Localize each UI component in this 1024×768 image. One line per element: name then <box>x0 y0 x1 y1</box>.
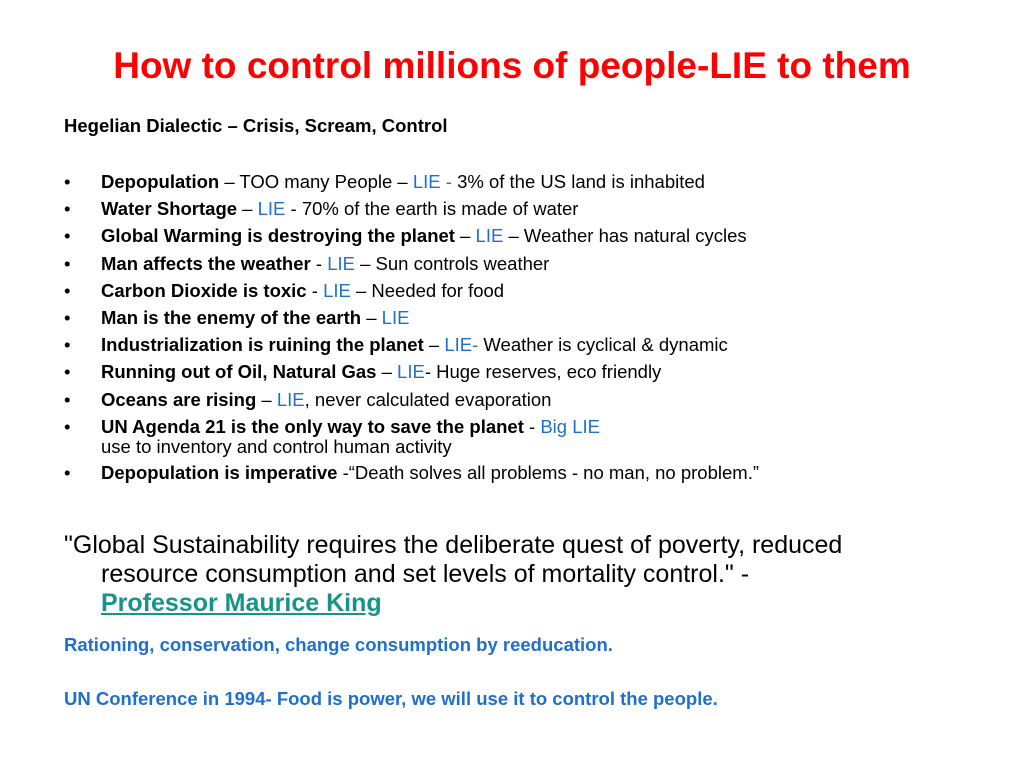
slide-title: How to control millions of people-LIE to them <box>113 45 911 86</box>
bullet-separator: – <box>454 225 476 247</box>
bullet-marker: • <box>64 252 71 274</box>
bullet-separator: – <box>237 198 258 220</box>
quote-line-2: resource consumption and set levels of mortality control." - <box>101 560 750 588</box>
bullet-separator: – <box>256 388 277 410</box>
bullet-marker: • <box>64 361 71 383</box>
lie-label: LIE <box>257 198 286 220</box>
list-item <box>64 386 984 413</box>
bullet-lead: Carbon Dioxide is toxic <box>101 279 307 301</box>
bullet-separator: - <box>306 279 324 301</box>
lie-label: LIE <box>327 252 355 274</box>
list-item <box>64 331 984 358</box>
lie-label: LIE <box>381 307 410 329</box>
lie-label: Big LIE <box>540 415 600 437</box>
list-item <box>64 358 984 385</box>
bullet-rest: , never calculated evaporation <box>304 388 552 410</box>
bullet-separator: – <box>376 361 398 383</box>
bullet-list <box>64 168 984 486</box>
quote-block <box>64 531 984 618</box>
bullet-marker: • <box>64 388 71 410</box>
bullet-separator: – <box>423 334 445 356</box>
bullet-marker: • <box>64 171 71 192</box>
list-item <box>64 277 984 304</box>
bullet-separator: – TOO many People – <box>219 171 413 192</box>
bullet-lead: Depopulation is imperative <box>101 462 338 484</box>
lie-label: LIE- <box>444 334 479 356</box>
bullet-rest: – Sun controls weather <box>354 252 550 274</box>
bullet-marker: • <box>64 307 71 329</box>
list-item <box>64 250 984 277</box>
bullet-rest: - Huge reserves, eco friendly <box>424 361 662 383</box>
bullet-rest: – Needed for food <box>350 279 505 301</box>
list-item <box>64 195 984 222</box>
lie-label: LIE <box>276 388 305 410</box>
bullet-subline: use to inventory and control human activity <box>101 436 452 458</box>
bullet-rest: – Weather has natural cycles <box>503 225 747 247</box>
bullet-lead: Global Warming is destroying the planet <box>101 225 455 247</box>
bullet-lead: Running out of Oil, Natural Gas <box>101 361 377 383</box>
quote-line-1: "Global Sustainability requires the deliberate quest of poverty, reduced <box>64 531 843 559</box>
note-un-conference: UN Conference in 1994- Food is power, we will use it to control the people. <box>64 688 718 709</box>
bullet-rest: Weather is cyclical & dynamic <box>478 334 728 356</box>
bullet-marker: • <box>64 334 71 356</box>
note-rationing: Rationing, conservation, change consumption by reeducation. <box>64 634 613 655</box>
bullet-separator: - <box>523 415 541 437</box>
bullet-lead: Water Shortage <box>101 198 238 220</box>
bullet-marker: • <box>64 415 71 437</box>
list-item <box>64 459 984 486</box>
lie-label: LIE <box>475 225 504 247</box>
quote-author-link[interactable]: Professor Maurice King <box>101 589 382 617</box>
bullet-lead: Industrialization is ruining the planet <box>101 334 424 356</box>
list-item <box>64 304 984 331</box>
bullet-separator: - <box>310 252 328 274</box>
slide-subtitle: Hegelian Dialectic – Crisis, Scream, Control <box>64 115 448 136</box>
bullet-marker: • <box>64 198 71 220</box>
bullet-lead: UN Agenda 21 is the only way to save the planet <box>101 415 524 437</box>
list-item <box>64 222 984 249</box>
lie-label: LIE <box>323 279 351 301</box>
quote-author-wrap <box>64 589 984 618</box>
bullet-lead: Depopulation <box>101 171 220 192</box>
list-item <box>64 413 984 457</box>
bullet-rest: - 70% of the earth is made of water <box>285 198 579 220</box>
bullet-lead: Oceans are rising <box>101 388 257 410</box>
lie-label: LIE <box>397 361 425 383</box>
bullet-lead: Man affects the weather <box>101 252 311 274</box>
bullet-separator: -“Death solves all problems - no man, no problem.” <box>337 462 759 484</box>
list-item <box>64 168 984 195</box>
lie-label: LIE - <box>412 171 452 192</box>
bullet-marker: • <box>64 225 71 247</box>
bullet-lead: Man is the enemy of the earth <box>101 307 362 329</box>
bullet-marker: • <box>64 462 71 484</box>
bullet-separator: – <box>361 307 382 329</box>
bullet-marker: • <box>64 279 71 301</box>
bullet-rest: 3% of the US land is inhabited <box>451 171 705 192</box>
